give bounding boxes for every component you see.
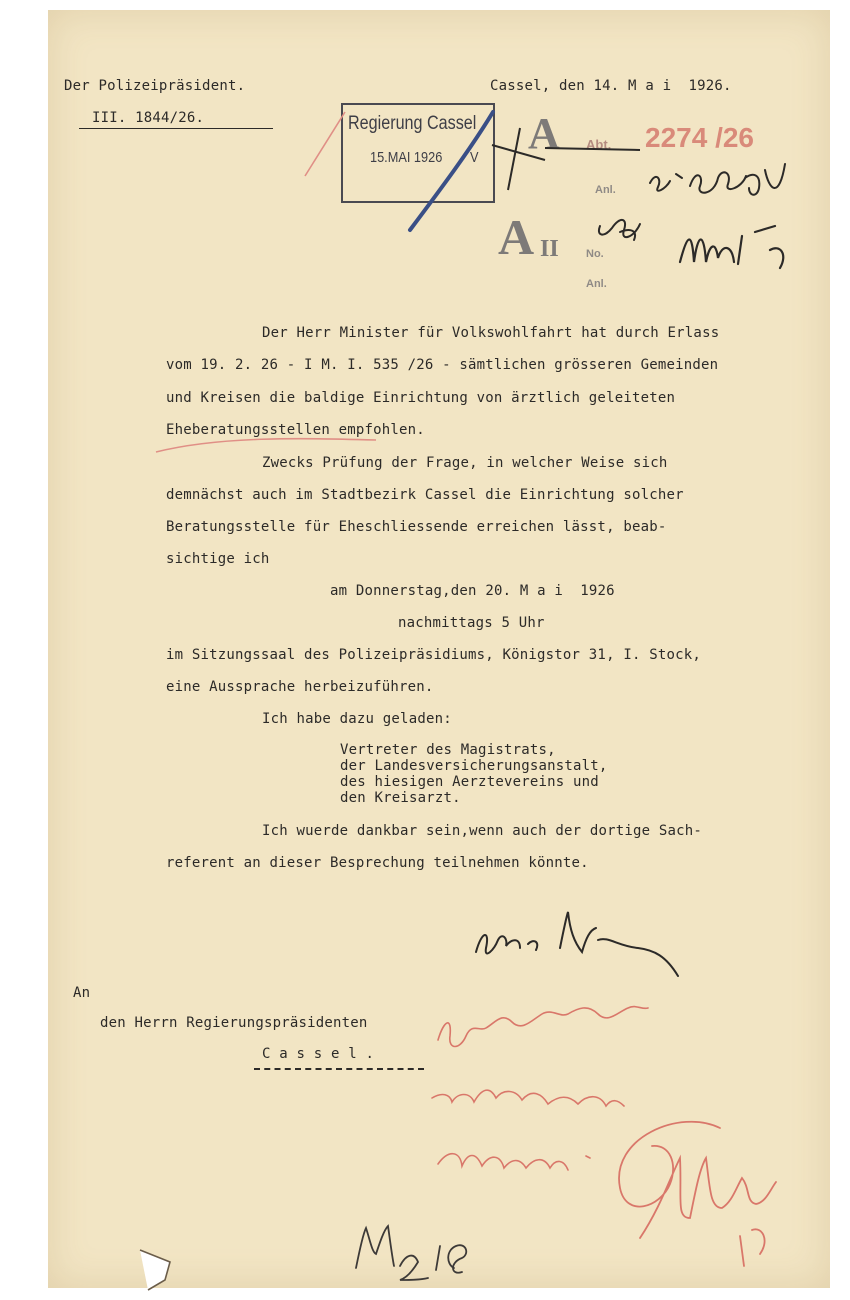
reference-number: III. 1844/26.	[92, 110, 205, 126]
red-pencil-stroke	[305, 112, 345, 176]
anl-label: Anl.	[595, 184, 616, 196]
no-label: No.	[586, 248, 604, 260]
paragraph1-line4: Eheberatungsstellen empfohlen.	[166, 422, 425, 438]
pencil-note-bottom	[356, 1226, 466, 1280]
invitee-2: der Landesversicherungsanstalt,	[340, 758, 608, 774]
paragraph1-line1: Der Herr Minister für Volkswohlfahrt hat durch Erlass	[262, 325, 720, 341]
department-stamp-a2: A	[498, 209, 535, 265]
signature	[476, 912, 678, 976]
paragraph3-line1: im Sitzungssaal des Polizeipräsidiums, Königstor 31, I. Stock,	[166, 647, 701, 663]
red-handwritten-note	[432, 1007, 648, 1170]
invitee-4: den Kreisarzt.	[340, 790, 461, 806]
paragraph2-line1: Zwecks Prüfung der Frage, in welcher Weise sich	[262, 455, 668, 471]
registry-stamp-suffix: V	[470, 149, 479, 166]
invited-intro: Ich habe dazu geladen:	[262, 711, 452, 727]
registry-stamp-date: 15.MAI 1926	[370, 149, 443, 166]
paragraph4-line2: referent an dieser Besprechung teilnehmen könnte.	[166, 855, 589, 871]
department-stamp-roman: II	[540, 236, 559, 262]
address-an: An	[73, 985, 91, 1001]
paragraph2-line2: demnächst auch im Stadtbezirk Cassel die Einrichtung solcher	[166, 487, 684, 503]
handwritten-initials-me	[599, 220, 640, 240]
address-recipient: den Herrn Regierungspräsidenten	[100, 1015, 368, 1031]
sender-line: Der Polizeipräsident.	[64, 78, 246, 94]
paragraph3-line2: eine Aussprache herbeizuführen.	[166, 679, 434, 695]
invitee-3: des hiesigen Aerztevereins und	[340, 774, 599, 790]
red-registry-number: 2274 /26	[645, 122, 754, 153]
address-city: C a s s e l .	[262, 1046, 375, 1062]
handwritten-note-top	[650, 164, 785, 195]
invitee-1: Vertreter des Magistrats,	[340, 742, 556, 758]
paragraph2-line4: sichtige ich	[166, 551, 270, 567]
strike-line	[545, 148, 640, 150]
meeting-date: am Donnerstag,den 20. M a i 1926	[330, 583, 615, 599]
anl-label-lower: Anl.	[586, 278, 607, 290]
paragraph2-line3: Beratungsstelle für Eheschliessende erreichen lässt, beab-	[166, 519, 667, 535]
place-date-line: Cassel, den 14. M a i 1926.	[490, 78, 732, 94]
handwritten-initials-date	[680, 226, 783, 268]
meeting-time: nachmittags 5 Uhr	[398, 615, 545, 631]
abt-label: Abt.	[586, 137, 612, 152]
cross-mark	[492, 128, 545, 190]
red-underline	[156, 439, 376, 452]
paragraph1-line3: und Kreisen die baldige Einrichtung von ärztlich geleiteten	[166, 390, 676, 406]
paragraph1-line2: vom 19. 2. 26 - I M. I. 535 /26 - sämtlichen grösseren Gemeinden	[166, 357, 719, 373]
paragraph4-line1: Ich wuerde dankbar sein,wenn auch der dortige Sach-	[262, 823, 703, 839]
registry-stamp-title: Regierung Cassel	[348, 113, 477, 134]
red-signature	[619, 1122, 776, 1266]
blue-pencil-slash	[410, 112, 493, 230]
torn-corner	[140, 1250, 170, 1290]
department-stamp-a: A	[528, 109, 560, 158]
